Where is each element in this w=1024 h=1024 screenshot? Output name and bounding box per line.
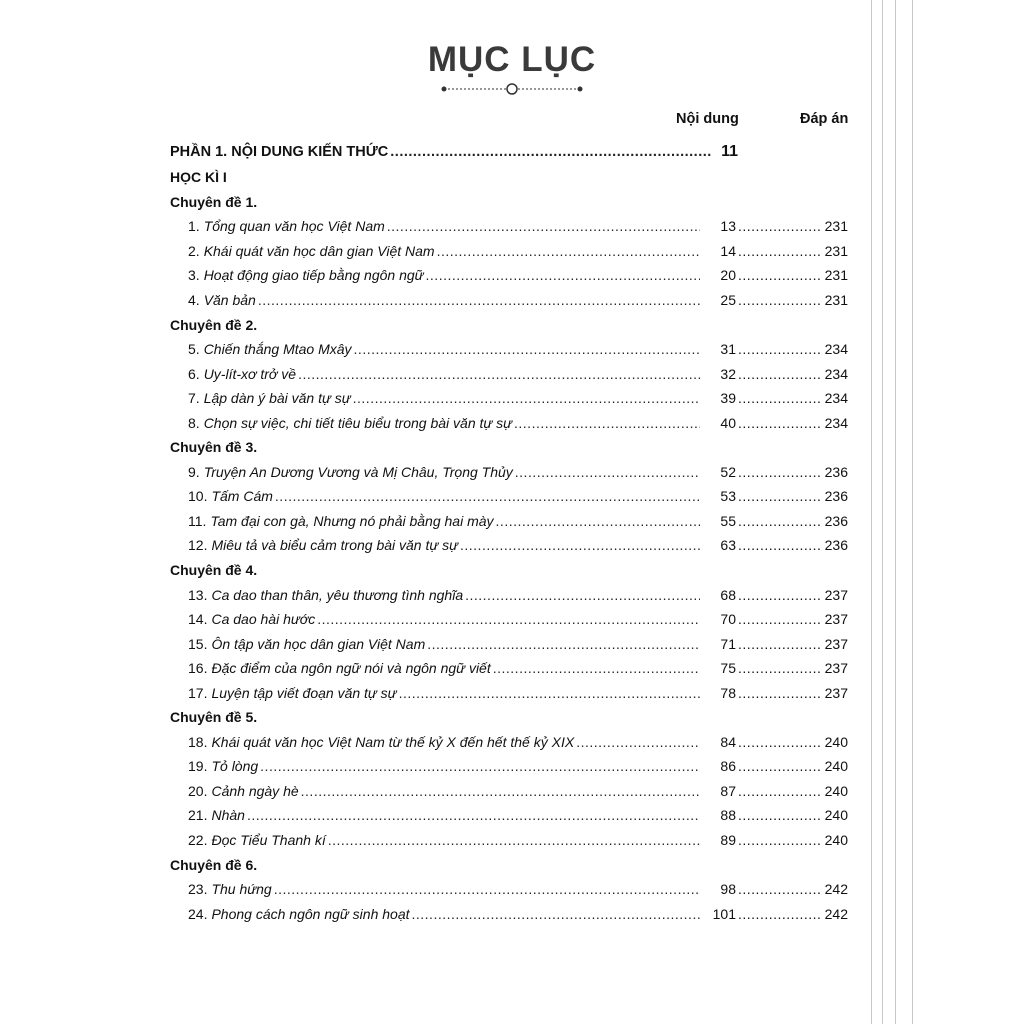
semester-label: HỌC KÌ I xyxy=(170,169,227,186)
entry-page-number: 20 xyxy=(720,267,736,284)
chapter-label: Chuyên đề 5. xyxy=(170,709,258,726)
dot-leader xyxy=(738,807,820,823)
entry-answer-page: 236 xyxy=(824,488,848,505)
dot-leader xyxy=(738,390,820,406)
entry-answer-page: 237 xyxy=(824,611,848,628)
entry-page-number: 32 xyxy=(720,365,736,382)
dot-leader xyxy=(738,611,820,627)
entry-answer-page: 237 xyxy=(824,586,848,603)
dot-leader xyxy=(317,611,700,627)
entry-title: Nhàn xyxy=(211,807,245,824)
entry-page-number: 31 xyxy=(720,341,736,358)
entry-page-number: 87 xyxy=(720,782,736,799)
toc-entry[interactable] xyxy=(170,582,848,607)
toc-entry[interactable] xyxy=(170,337,848,362)
toc-entry[interactable] xyxy=(170,509,848,534)
chapter-label: Chuyên đề 1. xyxy=(170,193,258,210)
table-of-contents xyxy=(170,139,848,926)
toc-entry[interactable] xyxy=(170,460,848,485)
entry-title: Hoạt động giao tiếp bằng ngôn ngữ xyxy=(203,267,424,284)
entry-number: 7. xyxy=(188,390,200,407)
entry-title: Khái quát văn học Việt Nam từ thế kỷ X đến hết thế kỷ XIX xyxy=(211,733,575,750)
entry-number: 20. xyxy=(188,782,208,799)
entry-title: Luyện tập viết đoạn văn tự sự xyxy=(211,684,397,701)
entry-page-number: 39 xyxy=(720,390,736,407)
entry-answer-page: 240 xyxy=(824,782,848,799)
dot-leader xyxy=(493,660,700,676)
page-edges xyxy=(864,0,1024,1024)
chapter-heading xyxy=(170,435,848,460)
entry-page-number: 75 xyxy=(720,660,736,677)
entry-answer-page: 231 xyxy=(824,218,848,235)
entry-title: Khái quát văn học dân gian Việt Nam xyxy=(203,242,435,259)
entry-title: Văn bản xyxy=(203,292,256,308)
entry-page-number: 84 xyxy=(720,733,736,750)
entry-page-number: 71 xyxy=(720,635,736,652)
entry-number: 5. xyxy=(188,341,200,358)
entry-title: Tỏ lòng xyxy=(211,758,259,775)
dot-leader xyxy=(738,513,820,529)
entry-number: 6. xyxy=(188,365,200,382)
dot-leader xyxy=(298,366,700,382)
entry-number: 8. xyxy=(188,414,200,431)
dot-leader xyxy=(738,243,820,259)
entry-title: Chọn sự việc, chi tiết tiêu biểu trong bài văn tự sự xyxy=(203,414,513,431)
part-label: PHẦN 1. NỘI DUNG KIẾN THỨC xyxy=(170,144,389,160)
entry-answer-page: 231 xyxy=(824,242,848,259)
page-title: MỤC LỤC xyxy=(427,40,597,79)
entry-title: Đọc Tiểu Thanh kí xyxy=(211,832,326,849)
toc-entry[interactable] xyxy=(170,239,848,264)
entry-answer-page: 237 xyxy=(824,684,848,701)
dot-leader xyxy=(301,783,700,799)
part-page-number: 11 xyxy=(721,143,738,160)
dot-leader xyxy=(465,587,700,603)
dot-leader xyxy=(738,636,820,652)
entry-title: Uy-lít-xơ trở về xyxy=(203,365,297,382)
entry-page-number: 13 xyxy=(720,218,736,235)
entry-title: Cảnh ngày hè xyxy=(211,782,299,799)
dot-leader xyxy=(353,390,700,406)
entry-title: Ôn tập văn học dân gian Việt Nam xyxy=(211,635,426,652)
entry-answer-page: 234 xyxy=(824,390,848,407)
entry-answer-page: 234 xyxy=(824,365,848,382)
entry-answer-page: 236 xyxy=(824,537,848,554)
dot-leader xyxy=(738,881,820,897)
entry-number: 19. xyxy=(188,758,208,775)
dot-leader xyxy=(738,758,820,774)
page-edge-line xyxy=(882,0,883,1024)
entry-number: 2. xyxy=(188,242,200,259)
toc-entry[interactable] xyxy=(170,754,848,779)
toc-entry[interactable] xyxy=(170,631,848,656)
dot-leader xyxy=(426,267,700,283)
entry-number: 11. xyxy=(188,512,207,529)
chapter-heading xyxy=(170,190,848,215)
entry-page-number: 63 xyxy=(720,537,736,554)
dot-leader xyxy=(274,881,700,897)
toc-entry[interactable] xyxy=(170,803,848,828)
dot-leader xyxy=(738,906,820,922)
entry-number: 21. xyxy=(188,807,208,824)
entry-title: Chiến thắng Mtao Mxây xyxy=(203,341,352,358)
dot-leader xyxy=(738,366,820,382)
chapter-label: Chuyên đề 4. xyxy=(170,562,258,579)
entry-title: Thu hứng xyxy=(211,881,272,898)
dot-leader xyxy=(738,218,820,234)
toc-entry[interactable] xyxy=(170,361,848,386)
dot-leader xyxy=(514,415,700,431)
toc-entry[interactable] xyxy=(170,533,848,558)
entry-title: Tam đại con gà, Nhưng nó phải bằng hai mày xyxy=(210,512,494,529)
toc-entry[interactable] xyxy=(170,680,848,705)
toc-entry[interactable] xyxy=(170,656,848,681)
entry-answer-page: 240 xyxy=(824,758,848,775)
entry-page-number: 101 xyxy=(712,905,736,922)
entry-page-number: 86 xyxy=(720,758,736,775)
dot-leader xyxy=(738,488,820,504)
entry-number: 18. xyxy=(188,733,208,750)
dot-leader xyxy=(738,734,820,750)
toc-entry[interactable] xyxy=(170,410,848,435)
dot-leader xyxy=(427,636,700,652)
entry-answer-page: 237 xyxy=(824,635,848,652)
entry-number: 24. xyxy=(188,905,208,922)
toc-entry[interactable] xyxy=(170,901,848,926)
entry-answer-page: 240 xyxy=(824,807,848,824)
semester-heading xyxy=(170,165,848,190)
toc-entry[interactable] xyxy=(170,779,848,804)
toc-entry[interactable] xyxy=(170,877,848,902)
entry-page-number: 52 xyxy=(720,463,736,480)
entry-number: 1. xyxy=(188,218,200,235)
chapter-label: Chuyên đề 2. xyxy=(170,316,258,333)
dot-leader xyxy=(328,832,700,848)
entry-title: Phong cách ngôn ngữ sinh hoạt xyxy=(211,905,410,922)
dot-leader xyxy=(738,832,820,848)
chapter-heading xyxy=(170,312,848,337)
dot-leader xyxy=(496,513,700,529)
entry-number: 9. xyxy=(188,463,200,480)
chapter-heading xyxy=(170,558,848,583)
dot-leader xyxy=(399,685,700,701)
chapter-label: Chuyên đề 3. xyxy=(170,439,258,456)
dot-leader xyxy=(260,758,700,774)
toc-entry[interactable] xyxy=(170,607,848,632)
entry-answer-page: 242 xyxy=(824,881,848,898)
entry-answer-page: 240 xyxy=(824,733,848,750)
toc-entry[interactable] xyxy=(170,730,848,755)
page-edge-line xyxy=(871,0,872,1024)
dot-leader xyxy=(576,734,700,750)
entry-title: Lập dàn ý bài văn tự sự xyxy=(203,390,351,407)
dot-leader xyxy=(738,267,820,283)
entry-number: 10. xyxy=(188,488,208,505)
dot-leader xyxy=(412,906,701,922)
entry-number: 16. xyxy=(188,660,208,677)
entry-number: 3. xyxy=(188,267,200,284)
dot-leader xyxy=(738,464,820,480)
entry-number: 23. xyxy=(188,881,208,898)
dot-leader xyxy=(515,464,700,480)
entry-number: 17. xyxy=(188,684,208,701)
entry-page-number: 98 xyxy=(720,881,736,898)
column-header-content: Nội dung xyxy=(676,111,739,127)
entry-number: 12. xyxy=(188,537,208,554)
dot-leader xyxy=(738,660,820,676)
entry-title: Ca dao hài hước xyxy=(211,611,316,628)
dot-leader xyxy=(258,292,700,308)
entry-answer-page: 236 xyxy=(824,512,848,529)
entry-page-number: 25 xyxy=(720,292,736,308)
entry-answer-page: 231 xyxy=(824,267,848,284)
dot-leader xyxy=(738,587,820,603)
title-ornament xyxy=(440,80,584,98)
dot-leader xyxy=(738,292,820,308)
entry-title: Truyện An Dương Vương và Mị Châu, Trọng Thủy xyxy=(203,463,513,480)
toc-rows xyxy=(170,190,848,926)
entry-page-number: 89 xyxy=(720,832,736,849)
entry-number: 22. xyxy=(188,832,208,849)
toc-entry[interactable] xyxy=(170,828,848,853)
entry-title: Tổng quan văn học Việt Nam xyxy=(203,218,385,235)
dot-leader xyxy=(738,341,820,357)
entry-answer-page: 234 xyxy=(824,341,848,358)
entry-page-number: 68 xyxy=(720,586,736,603)
entry-answer-page: 240 xyxy=(824,832,848,849)
part-row[interactable] xyxy=(170,139,848,165)
entry-title: Ca dao than thân, yêu thương tình nghĩa xyxy=(211,586,464,603)
chapter-label: Chuyên đề 6. xyxy=(170,856,258,873)
entry-answer-page: 237 xyxy=(824,660,848,677)
entry-number: 14. xyxy=(188,611,208,628)
column-header-answer: Đáp án xyxy=(800,111,849,127)
part-entry xyxy=(170,143,738,161)
toc-entry[interactable] xyxy=(170,288,848,313)
entry-answer-page: 234 xyxy=(824,414,848,431)
dot-leader xyxy=(354,341,700,357)
dot-leader xyxy=(738,783,820,799)
dot-leader xyxy=(738,537,820,553)
entry-answer-page: 236 xyxy=(824,463,848,480)
entry-page-number: 55 xyxy=(720,512,736,529)
dot-leader xyxy=(387,218,700,234)
toc-entry[interactable] xyxy=(170,484,848,509)
entry-number: 4. xyxy=(188,292,200,308)
toc-entry[interactable] xyxy=(170,214,848,239)
entry-answer-page: 242 xyxy=(824,905,848,922)
entry-page-number: 70 xyxy=(720,611,736,628)
dot-leader xyxy=(390,144,712,160)
dot-leader xyxy=(460,537,700,553)
entry-title: Tấm Cám xyxy=(211,488,273,505)
entry-page-number: 88 xyxy=(720,807,736,824)
dot-leader xyxy=(738,415,820,431)
toc-entry[interactable] xyxy=(170,386,848,411)
page-edge-line xyxy=(912,0,913,1024)
entry-number: 13. xyxy=(188,586,208,603)
entry-page-number: 78 xyxy=(720,684,736,701)
entry-answer-page: 231 xyxy=(824,292,848,308)
dot-leader xyxy=(275,488,700,504)
chapter-heading xyxy=(170,852,848,877)
dot-leader xyxy=(738,685,820,701)
dot-leader xyxy=(247,807,700,823)
page-edge-line xyxy=(895,0,896,1024)
chapter-heading xyxy=(170,705,848,730)
toc-entry[interactable] xyxy=(170,263,848,288)
dot-leader xyxy=(437,243,700,259)
entry-page-number: 40 xyxy=(720,414,736,431)
entry-page-number: 14 xyxy=(720,242,736,259)
entry-number: 15. xyxy=(188,635,208,652)
entry-title: Miêu tả và biểu cảm trong bài văn tự sự xyxy=(211,537,458,554)
entry-page-number: 53 xyxy=(720,488,736,505)
entry-title: Đặc điểm của ngôn ngữ nói và ngôn ngữ viết xyxy=(211,660,491,677)
